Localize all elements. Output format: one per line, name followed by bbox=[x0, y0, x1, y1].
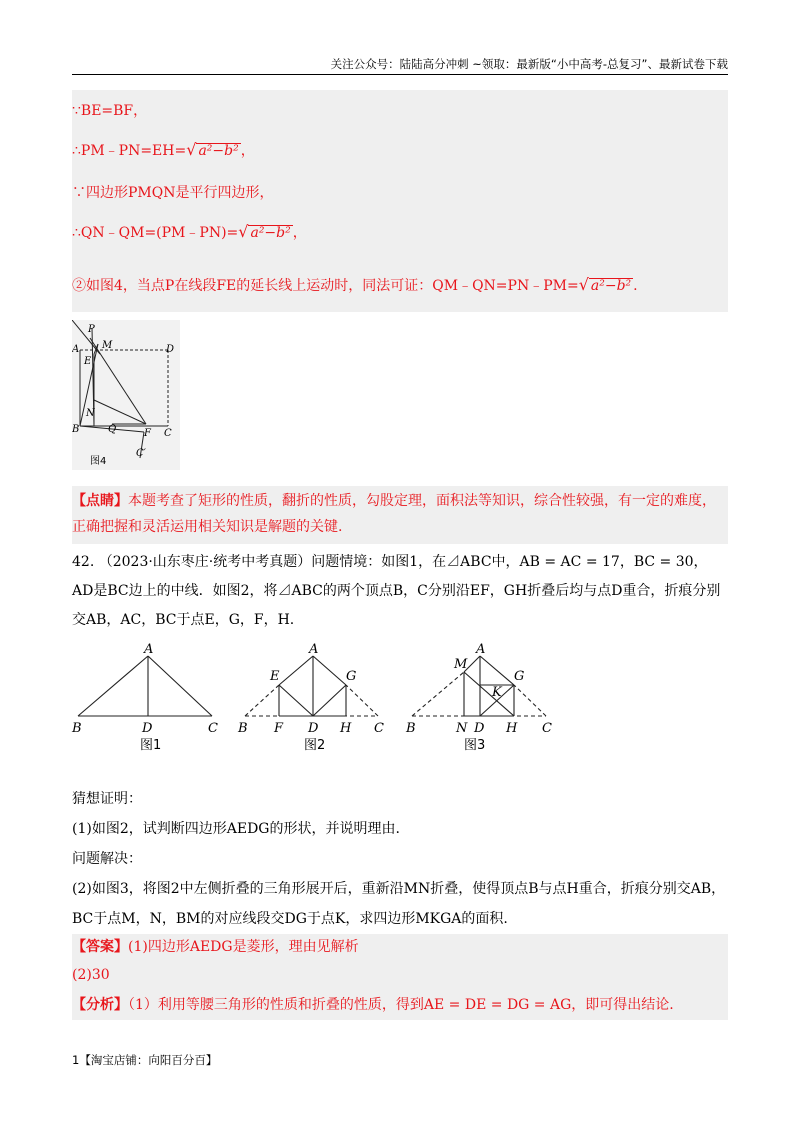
page-footer: 1【淘宝店铺：向阳百分百】 bbox=[72, 1053, 218, 1067]
fig3-label-H: H bbox=[506, 721, 518, 736]
solve-title: 问题解决： bbox=[72, 851, 142, 867]
answer-2: (2)30 bbox=[72, 967, 110, 983]
proof-line-2: ∴PM﹣PN=EH=√ a²−b² ， bbox=[72, 140, 255, 159]
fig3-label-D: D bbox=[474, 721, 485, 736]
fig3-label-G: G bbox=[514, 669, 525, 684]
fig4-label-B: B bbox=[72, 424, 80, 435]
sqrt-expr: a²−b² bbox=[590, 278, 632, 294]
fig1-caption: 图1 bbox=[140, 738, 162, 753]
page-header: 关注公众号：陆陆高分冲刺 ~领取：最新版“小中高考-总复习”、最新试卷下载 bbox=[72, 56, 728, 75]
answer-line-1 bbox=[72, 934, 728, 960]
proof-line-4: ∴QN﹣QM=(PM﹣PN)=√ a²−b² ， bbox=[72, 222, 307, 241]
proof-line-4-text: ∴QN﹣QM=(PM﹣PN)= bbox=[72, 225, 239, 241]
fig4-caption: 图4 bbox=[90, 456, 107, 467]
fig2-label-D: D bbox=[308, 721, 319, 736]
figure-4-diagram bbox=[72, 320, 180, 470]
fig4-label-C: C bbox=[164, 428, 172, 439]
fig4-label-M: M bbox=[102, 340, 113, 351]
fig2-label-B: B bbox=[238, 721, 248, 736]
sqrt-expr: a²−b² bbox=[198, 143, 239, 159]
guess-title: 猜想证明： bbox=[72, 791, 142, 807]
analysis-line bbox=[72, 992, 728, 1018]
sqrt-expr: a²−b² bbox=[250, 225, 291, 241]
problem-number: 42. bbox=[72, 554, 95, 570]
fig2-label-E: E bbox=[270, 669, 280, 684]
fig2-label-A: A bbox=[309, 642, 319, 657]
fig2-label-G: G bbox=[346, 669, 357, 684]
fig3-label-N: N bbox=[456, 721, 468, 736]
analysis-text: （1）利用等腰三角形的性质和折叠的性质，得到AE = DE = DG = AG，即可得出结论. bbox=[128, 997, 674, 1013]
fig3-label-M: M bbox=[454, 657, 468, 672]
figures-diagram bbox=[60, 640, 740, 750]
fig4-label-C-prime: C′ bbox=[136, 448, 146, 459]
fig4-label-F: F bbox=[144, 428, 151, 439]
comment-tag: 【点睛】 bbox=[72, 493, 128, 509]
comment-body: 本题考查了矩形的性质，翻折的性质，勾股定理，面积法等知识，综合性较强，有一定的难度，正确把握和灵活运用相关知识是解题的关键. bbox=[72, 493, 716, 535]
fig4-label-D: D bbox=[166, 344, 175, 355]
question-1: (1)如图2，试判断四边形AEDG的形状，并说明理由. bbox=[72, 821, 400, 837]
figures-1-3 bbox=[60, 640, 740, 753]
answer-1: (1)四边形AEDG是菱形，理由见解析 bbox=[128, 939, 359, 955]
fig1-label-C: C bbox=[208, 721, 218, 736]
fig3-caption: 图3 bbox=[464, 738, 486, 753]
fig1-label-B: B bbox=[72, 721, 82, 736]
case-2-line: ②如图4，当点P在线段FE的延长线上运动时，同法可证：QM﹣QN=PN﹣PM=√ a²−b² . bbox=[72, 275, 638, 294]
answer-tag: 【答案】 bbox=[72, 939, 128, 955]
proof-line-2-text: ∴PM﹣PN=EH= bbox=[72, 143, 187, 159]
fig4-label-Q: Q bbox=[108, 424, 117, 435]
case-2-tail: . bbox=[633, 278, 638, 294]
problem-42 bbox=[72, 548, 728, 635]
comment-text bbox=[72, 488, 728, 540]
fig2-label-C: C bbox=[374, 721, 384, 736]
fig3-label-B: B bbox=[406, 721, 416, 736]
question-2: (2)如图3，将图2中左侧折叠的三角形展开后，重新沿MN折叠，使得顶点B与点H重合，折痕分别交AB，BC于点M，N，BM的对应线段交DG于点K，求四边形MKGA的面积. bbox=[72, 881, 726, 927]
problem-source: （2023·山东枣庄·统考中考真题） bbox=[98, 554, 312, 570]
proof-line-1: ∵BE=BF， bbox=[72, 103, 148, 119]
fig4-label-A: A bbox=[72, 344, 80, 355]
fig1-label-A: A bbox=[144, 642, 154, 657]
fig2-caption: 图2 bbox=[304, 738, 326, 753]
fig2-label-H: H bbox=[340, 721, 352, 736]
fig4-label-E: E bbox=[84, 356, 92, 367]
fig3-label-A: A bbox=[476, 642, 486, 657]
fig1-label-D: D bbox=[142, 721, 153, 736]
problem-stem: 问题情境：如图1，在⊿ABC中，AB = AC = 17，BC = 30，AD是BC边上的中线．如图2，将⊿ABC的两个顶点B，C分别沿EF，GH折叠后均与点D重合，折痕分别交AB，AC，BC于点E，G，F，H. bbox=[72, 554, 721, 628]
proof-line-3: ∵四边形PMQN是平行四边形， bbox=[72, 185, 274, 201]
fig2-label-F: F bbox=[274, 721, 284, 736]
figure-4 bbox=[72, 320, 180, 470]
analysis-tag: 【分析】 bbox=[72, 997, 128, 1013]
fig3-label-C: C bbox=[542, 721, 552, 736]
fig3-label-K: K bbox=[492, 685, 502, 700]
fig4-label-N: N bbox=[86, 408, 95, 419]
fig4-label-P: P bbox=[88, 324, 95, 335]
case-2-text: ②如图4，当点P在线段FE的延长线上运动时，同法可证：QM﹣QN=PN﹣PM= bbox=[72, 278, 579, 294]
